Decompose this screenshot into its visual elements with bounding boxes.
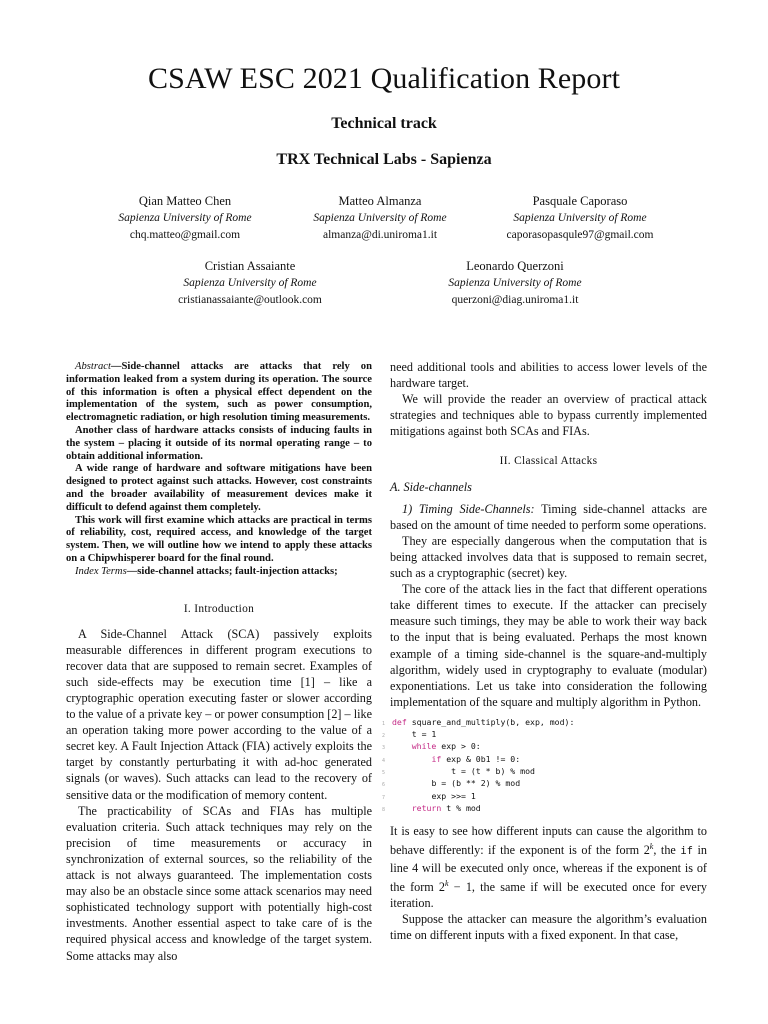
section-heading: I. Introduction [183, 602, 255, 615]
code-line: 6 b = (b ** 2) % mod [382, 778, 707, 790]
code-keyword: if [431, 753, 442, 764]
author-name: Pasquale Caporaso [532, 194, 628, 208]
body-paragraph: They are especially dangerous when the computation that is being attacked involves data that is supposed to remain secret, such as a cryptographic (secret) key. [390, 533, 707, 581]
code-line: 4 if exp & 0b1 != 0: [382, 754, 707, 766]
code-line: 8 return t % mod [382, 803, 707, 815]
abstract-text: A wide range of hardware and software mitigations have been designed to protect against such attacks. However, cost constraints and the broader availability of measurement devices make it difficult to defend against them completely. [66, 463, 372, 513]
author-email: chq.matteo@gmail.com [129, 229, 241, 241]
author-email: almanza@di.uniroma1.it [322, 229, 438, 241]
left-column [66, 361, 372, 964]
author-email: caporasopasqule97@gmail.com [506, 229, 654, 241]
body-paragraph: A Side-Channel Attack (SCA) passively exploits measurable differences in different program executions to recover data that are supposed to remain secret. Examples of such side-effects may be execution time [1] – like a cryptographic operation executing faster or slower according to the value of a private key – or power consumption [2] – like an operation taking more power according to the value of a secret key. A Fault Injection Attack (FIA) actively exploits the target by constantly perturbating it with ad-hoc generated signals (or waves). Such attacks can lead to the recovery of sensitive data or the modification of memory content. [66, 626, 372, 802]
code-keyword: while [411, 741, 437, 752]
code-line-number: 4 [382, 757, 386, 764]
author-block [410, 258, 620, 309]
abstract [66, 361, 372, 579]
code-line-number: 6 [382, 782, 386, 789]
abstract-text: Another class of hardware attacks consists of inducing faults in the system – placing it outside of its normal operating range – to obtain additional information. [66, 424, 372, 462]
author-name: Cristian Assaiante [204, 259, 296, 273]
author-email: querzoni@diag.uniroma1.it [451, 294, 579, 306]
body-text: Timing side-channel attacks are based on the amount of time needed to perform some operations. [390, 501, 707, 532]
code-line: 5 t = (t * b) % mod [382, 766, 707, 778]
paper-title: CSAW ESC 2021 Qualification Report [147, 62, 621, 95]
abstract-label: Abstract [75, 361, 111, 372]
body-paragraph: The core of the attack lies in the fact that different operations take different times to execute. If the attacker can precisely measure such timings, they may be able to work their way back to the input that is being evaluated. Perhaps the most known example of a timing side-channel is the square-and-multiply algorithm, widely used in cryptography to evaluate (modular) exponentiations. Let us take into consideration the following implementation of the square and multiply algorithm in Python. [390, 582, 707, 709]
author-affiliation: Sapienza University of Rome [448, 277, 582, 289]
body-paragraph: need additional tools and abilities to access lower levels of the hardware target. [390, 360, 707, 391]
author-name: Leonardo Querzoni [466, 259, 564, 273]
author-affiliation: Sapienza University of Rome [313, 212, 447, 224]
author-affiliation: Sapienza University of Rome [513, 212, 647, 224]
author-block [80, 193, 290, 244]
body-paragraph: Suppose the attacker can measure the algorithm’s evaluation time on different inputs with a fixed exponent. In that case, [390, 911, 707, 942]
code-keyword: def [392, 716, 407, 727]
code-line: 7 exp >>= 1 [382, 791, 707, 803]
index-terms-text: —side-channel attacks; fault-injection attacks; [126, 565, 338, 577]
subsection-heading: A. Side-channels [390, 479, 472, 494]
code-line: 2 t = 1 [382, 729, 707, 741]
team-subtitle: TRX Technical Labs - Sapienza [276, 151, 492, 168]
author-block [470, 193, 690, 244]
abstract-text: —Side-channel attacks are attacks that rely on information leaked from a system during its operation. The source of this information is often a physical effect dependent on the implementation of the system, such as power consumption, electromagnetic radiation, or high resolution timing measurements. [66, 361, 372, 424]
body-paragraph: It is easy to see how different inputs can cause the algorithm to behave differently: if the exponent is of the form 2$^k$, the if in line 4 will be executed only once, whereas if the exponent is of the form $2^k - 1$, the same if will be executed once for every iteration. [390, 824, 708, 910]
subsubsection-heading: 1) Timing Side-Channels: [402, 501, 535, 516]
index-terms-label: Index Terms [75, 565, 127, 577]
body-paragraph: The practicability of SCAs and FIAs has multiple evaluation criteria. Such attack techniques may rely on the precision of time measurements or accuracy in synchronization of external sources, so the reliability of the attack is not always guaranteed. The implementation costs may also be an obstacle since some attack scenarios may need sophisticated technology support with potentially high-cost investments. Another essential aspect to take care of is the required physical access and knowledge of the target system. Some attacks may also [66, 803, 372, 963]
body-paragraph: We will provide the reader an overview of practical attack strategies and techniques able to bypass currently implemented mitigations against both SCAs and FIAs. [390, 392, 707, 439]
code-keyword: return [411, 802, 442, 813]
code-line-number: 5 [382, 770, 386, 777]
code-listing [382, 717, 707, 815]
code-line-number: 1 [382, 720, 386, 727]
right-column [382, 359, 708, 943]
code-line-number: 3 [382, 745, 386, 752]
code-line-number: 7 [382, 794, 386, 801]
code-line: 3 while exp > 0: [382, 741, 707, 753]
code-line-number: 8 [382, 806, 386, 813]
track-subtitle: Technical track [331, 115, 437, 132]
author-block [145, 258, 355, 309]
author-block [275, 193, 485, 244]
code-line: 1 def square_and_multiply(b, exp, mod): [382, 717, 707, 729]
code-line-number: 2 [382, 733, 386, 740]
author-name: Qian Matteo Chen [138, 194, 232, 208]
author-affiliation: Sapienza University of Rome [183, 277, 317, 289]
section-heading: II. Classical Attacks [499, 455, 598, 468]
author-affiliation: Sapienza University of Rome [118, 212, 252, 224]
author-name: Matteo Almanza [338, 194, 422, 208]
abstract-text: This work will first examine which attacks are practical in terms of reliability, cost, required access, and knowledge of the target system. Then, we will outline how we intend to apply these attacks on a Chipwhisperer board for the final round. [66, 514, 372, 564]
author-email: cristianassaiante@outlook.com [178, 294, 322, 306]
